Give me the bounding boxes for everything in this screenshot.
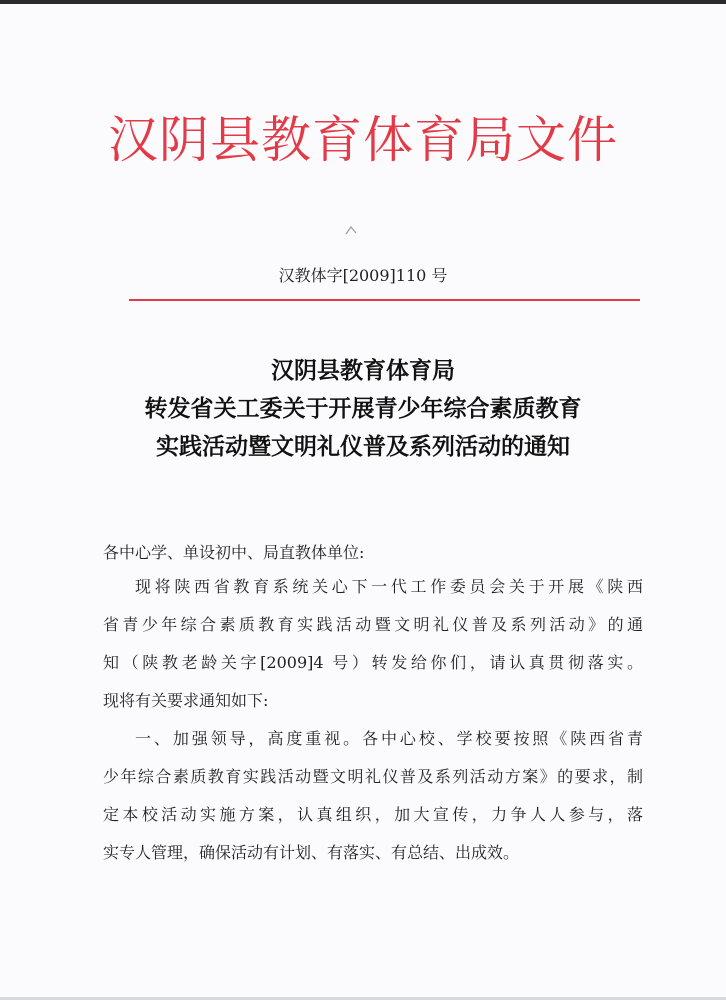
document-masthead: 汉阴县教育体育局文件 bbox=[108, 111, 618, 169]
title-line-1: 汉阴县教育体育局 bbox=[271, 358, 455, 384]
scan-edge-top bbox=[0, 0, 726, 4]
salutation: 各中心学、单设初中、局直教体单位: bbox=[103, 543, 365, 562]
red-separator-line bbox=[129, 299, 640, 301]
paragraph-line: 知（陕教老龄关字[2009]4 号）转发给你们，请认真贯彻落实。 bbox=[103, 653, 643, 672]
paragraph-line: 现将有关要求通知如下: bbox=[103, 691, 269, 710]
paragraph-intro bbox=[103, 568, 643, 720]
scan-speck-icon bbox=[344, 224, 358, 238]
document-title bbox=[0, 352, 726, 466]
paragraph-line: 实专人管理，确保活动有计划、有落实、有总结、出成效。 bbox=[103, 843, 520, 862]
paragraph-line: 现将陕西省教育系统关心下一代工作委员会关于开展《陕西 bbox=[135, 577, 643, 596]
paragraph-line: 定本校活动实施方案，认真组织，加大宣传，力争人人参与，落 bbox=[103, 805, 643, 824]
title-line-3: 实践活动暨文明礼仪普及系列活动的通知 bbox=[156, 434, 570, 460]
paragraph-requirement-1 bbox=[103, 720, 643, 872]
title-line-2: 转发省关工委关于开展青少年综合素质教育 bbox=[144, 396, 582, 422]
paragraph-line: 少年综合素质教育实践活动暨文明礼仪普及系列活动方案》的要求，制 bbox=[103, 767, 643, 786]
document-number: 汉教体字[2009]110 号 bbox=[278, 266, 448, 285]
paragraph-line: 一、加强领导，高度重视。各中心校、学校要按照《陕西省青 bbox=[135, 729, 643, 748]
paragraph-line: 省青少年综合素质教育实践活动暨文明礼仪普及系列活动》的通 bbox=[103, 615, 643, 634]
